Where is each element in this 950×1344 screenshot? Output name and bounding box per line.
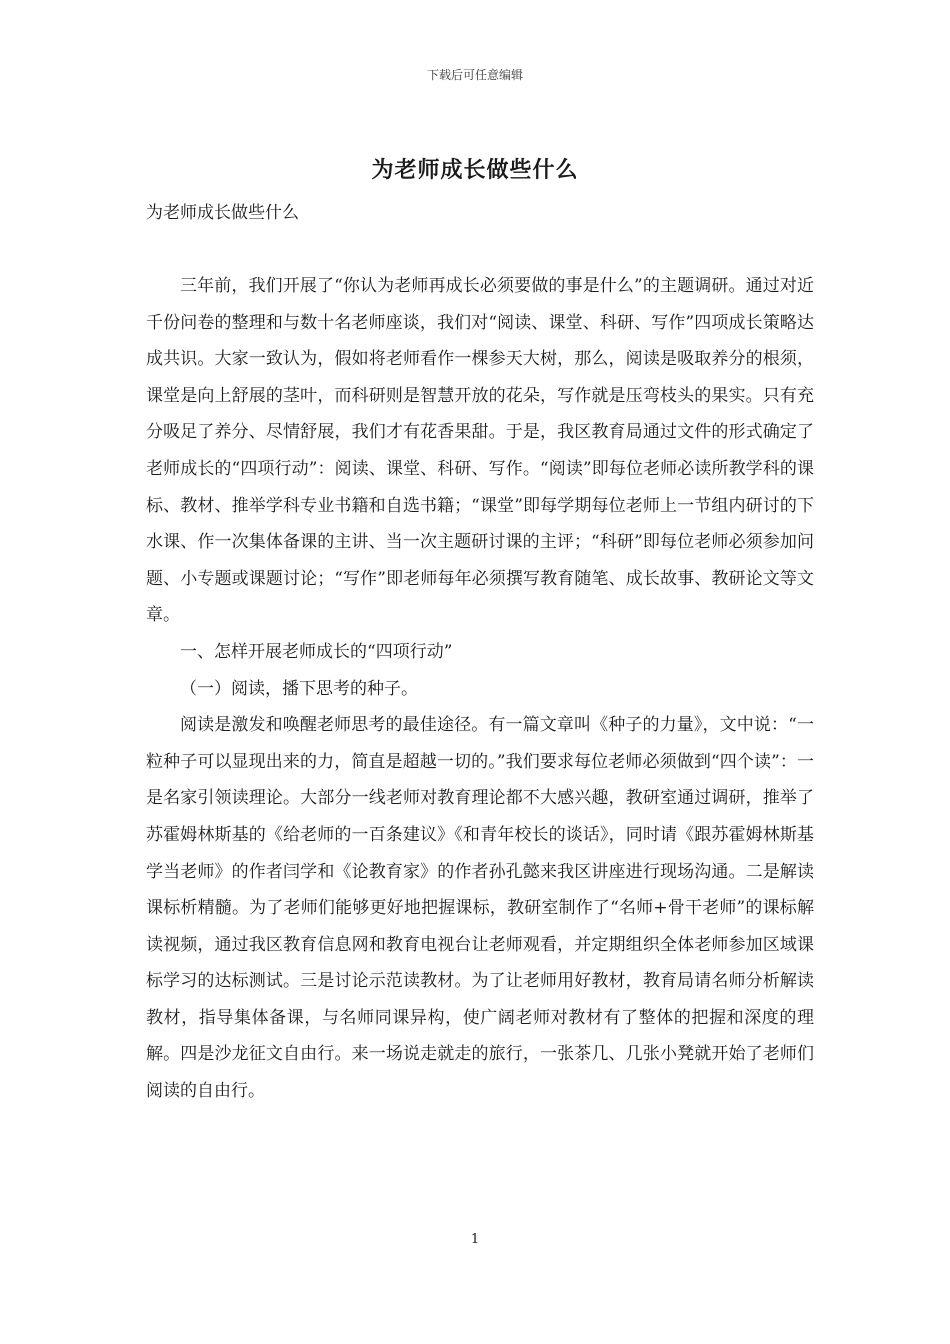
page-number: 1 [470,1232,480,1247]
subsection-heading: （一）阅读，播下思考的种子。 [180,678,418,699]
document-body [146,268,814,1110]
header-note: 下载后可任意编辑 [426,68,523,82]
paragraph-intro: 三年前，我们开展了“你认为老师再成长必须要做的事是什么”的主题调研。通过对近千份问卷的整理和与数十名老师座谈，我们对“阅读、课堂、科研、写作”四项成长策略达成共识。大家一致认为，假如将老师看作一棵参天大树，那么，阅读是吸取养分的根须，课堂是向上舒展的茎叶，而科研则是智慧开放的花朵，写作就是压弯枝头的果实。只有充分吸足了养分、尽情舒展，我们才有花香果甜。于是，我区教育局通过文件的形式确定了老师成长的“四项行动”：阅读、课堂、科研、写作。“阅读”即每位老师必读所教学科的课标、教材、推举学科专业书籍和自选书籍；“课堂”即每学期每位老师上一节组内研讨的下水课、作一次集体备课的主讲、当一次主题研讨课的主评；“科研”即每位老师必须参加问题、小专题或课题讨论；“写作”即老师每年必须撰写教育随笔、成长故事、教研论文等文章。 [146,276,814,626]
document-title: 为老师成长做些什么 [371,157,579,183]
section-heading: 一、怎样开展老师成长的“四项行动” [180,641,453,662]
document-subtitle: 为老师成长做些什么 [146,203,299,223]
paragraph-reading: 阅读是激发和唤醒老师思考的最佳途径。有一篇文章叫《种子的力量》，文中说：“一粒种子可以显现出来的力，简直是超越一切的。”我们要求每位老师必须做到“四个读”：一是名家引领读理论。大部分一线老师对教育理论都不大感兴趣，教研室通过调研，推举了苏霍姆林斯基的《给老师的一百条建议》《和青年校长的谈话》，同时请《跟苏霍姆林斯基学当老师》的作者闫学和《论教育家》的作者孙孔懿来我区讲座进行现场沟通。二是解读课标析精髓。为了老师们能够更好地把握课标，教研室制作了“名师+骨干老师”的课标解读视频，通过我区教育信息网和教育电视台让老师观看，并定期组织全体老师参加区域课标学习的达标测试。三是讨论示范读教材。为了让老师用好教材，教育局请名师分析解读教材，指导集体备课，与名师同课异构，使广阔老师对教材有了整体的把握和深度的理解。四是沙龙征文自由行。来一场说走就走的旅行，一张茶几、几张小凳就开始了老师们阅读的自由行。 [146,715,814,1102]
